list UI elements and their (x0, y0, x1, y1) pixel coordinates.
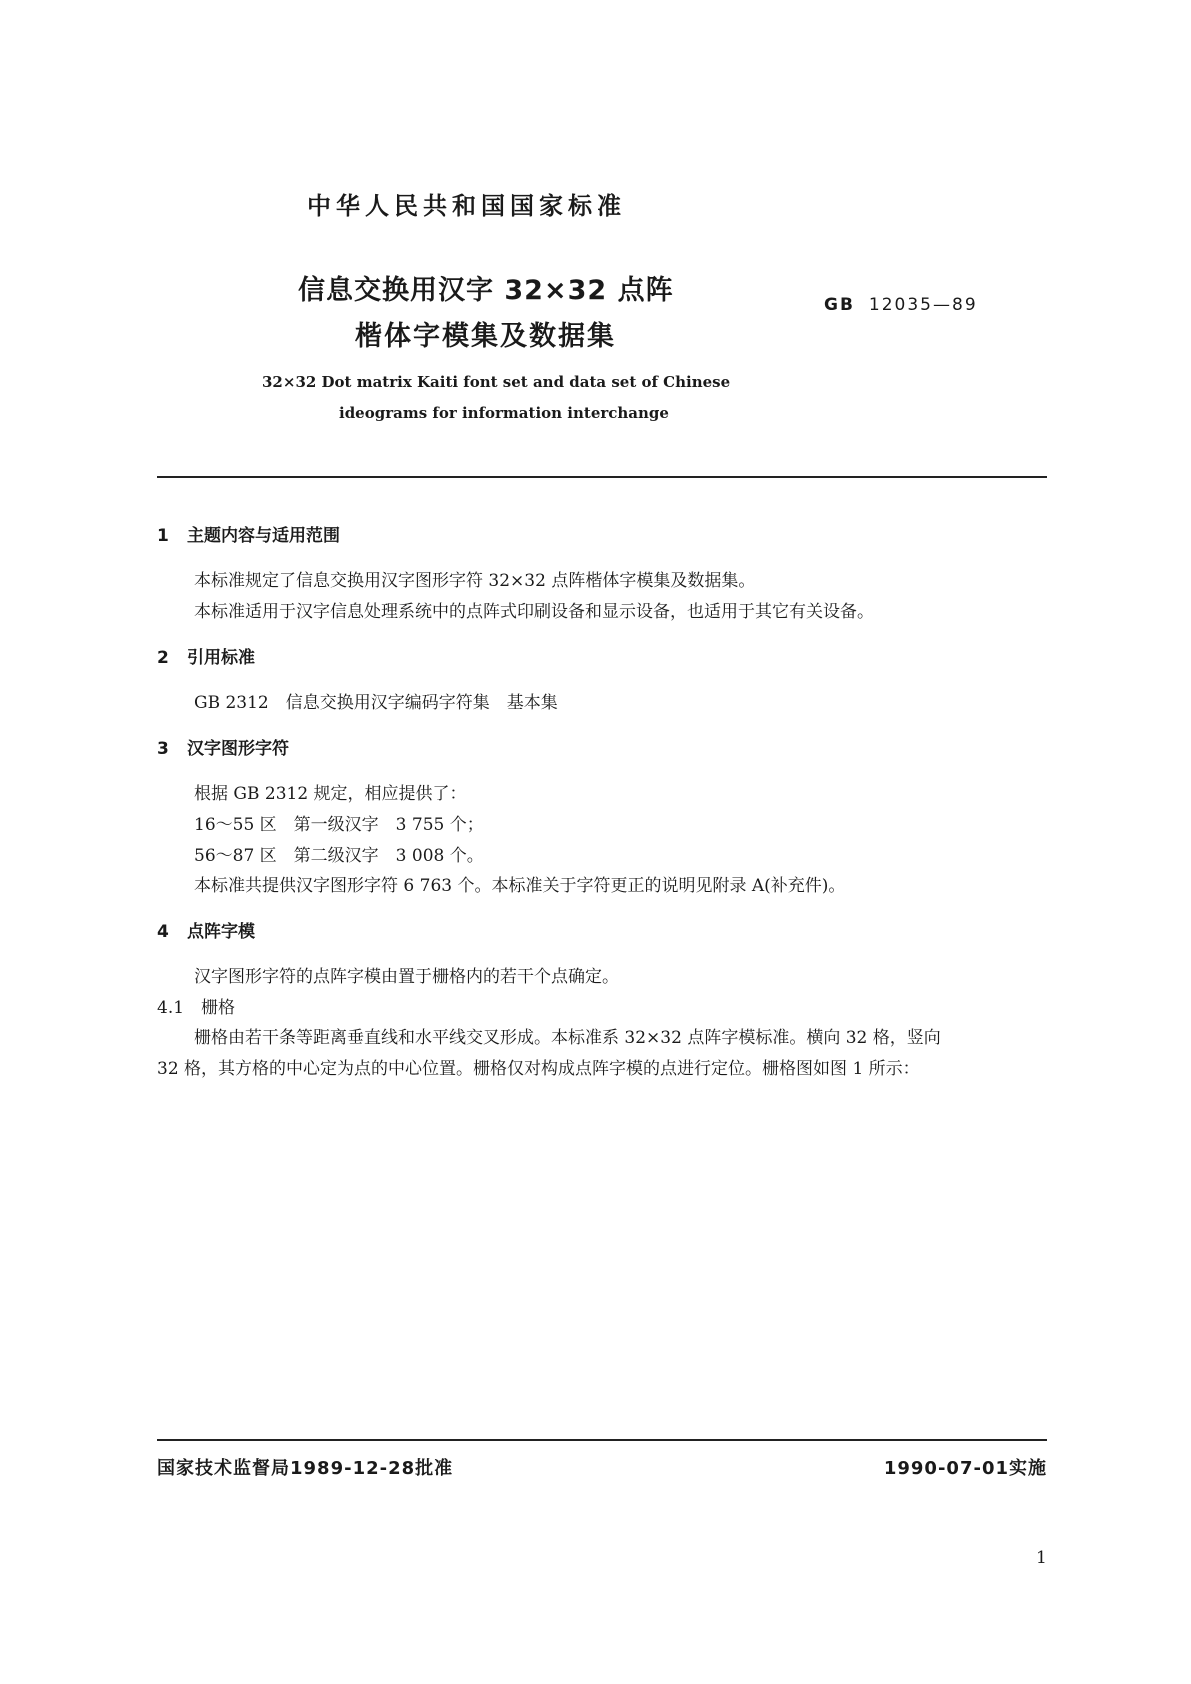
approval-date: 国家技术监督局1989-12-28批准 (157, 1458, 454, 1479)
section-3-para-4: 本标准共提供汉字图形字符 6 763 个。本标准关于字符更正的说明见附录 A(补充件)。 (194, 876, 846, 896)
english-title-line-2: ideograms for information interchange (339, 404, 669, 422)
section-4-1-para-1: 栅格由若干条等距离垂直线和水平线交叉形成。本标准系 32×32 点阵字模标准。横向 32 格，竖向 (194, 1028, 941, 1048)
section-1-title: 主题内容与适用范围 (187, 526, 340, 546)
effective-date: 1990-07-01实施 (883, 1458, 1047, 1479)
section-4-1-heading (157, 993, 235, 1018)
header-divider (157, 476, 1047, 478)
title-line-2: 楷体字模集及数据集 (355, 321, 616, 352)
section-4-1-number: 4.1 (157, 998, 185, 1018)
national-standard-heading: 中华人民共和国国家标准 (307, 192, 626, 220)
standard-code (824, 295, 978, 315)
section-3-para-3: 56～87 区 第二级汉字 3 008 个。 (194, 846, 484, 866)
page-number: 1 (1036, 1548, 1047, 1568)
section-1-para-1: 本标准规定了信息交换用汉字图形字符 32×32 点阵楷体字模集及数据集。 (194, 571, 756, 591)
section-1-number: 1 (157, 526, 169, 546)
section-1-heading (157, 521, 340, 546)
section-2-para-1: GB 2312 信息交换用汉字编码字符集 基本集 (194, 693, 558, 713)
section-4-title: 点阵字模 (187, 922, 255, 942)
section-3-para-2: 16～55 区 第一级汉字 3 755 个； (194, 815, 484, 835)
section-2-number: 2 (157, 648, 169, 668)
english-title-line-1: 32×32 Dot matrix Kaiti font set and data set of Chinese (262, 373, 731, 391)
section-4-number: 4 (157, 922, 169, 942)
footer-divider (157, 1439, 1047, 1441)
section-4-para-1: 汉字图形字符的点阵字模由置于栅格内的若干个点确定。 (194, 967, 619, 987)
section-3-number: 3 (157, 739, 169, 759)
section-3-para-1: 根据 GB 2312 规定，相应提供了： (194, 784, 467, 804)
section-1-para-2: 本标准适用于汉字信息处理系统中的点阵式印刷设备和显示设备，也适用于其它有关设备。 (194, 602, 874, 622)
section-3-heading (157, 734, 289, 759)
section-2-heading (157, 643, 255, 668)
section-4-1-para-2: 32 格，其方格的中心定为点的中心位置。栅格仅对构成点阵字模的点进行定位。栅格图如图 1 所示： (157, 1059, 920, 1079)
standard-code-prefix: GB (824, 295, 855, 315)
title-line-1: 信息交换用汉字 32×32 点阵 (298, 275, 674, 306)
section-2-title: 引用标准 (187, 648, 255, 668)
section-3-title: 汉字图形字符 (187, 739, 289, 759)
section-4-heading (157, 917, 255, 942)
standard-code-number: 12035—89 (868, 295, 978, 315)
section-4-1-title: 栅格 (201, 998, 235, 1018)
